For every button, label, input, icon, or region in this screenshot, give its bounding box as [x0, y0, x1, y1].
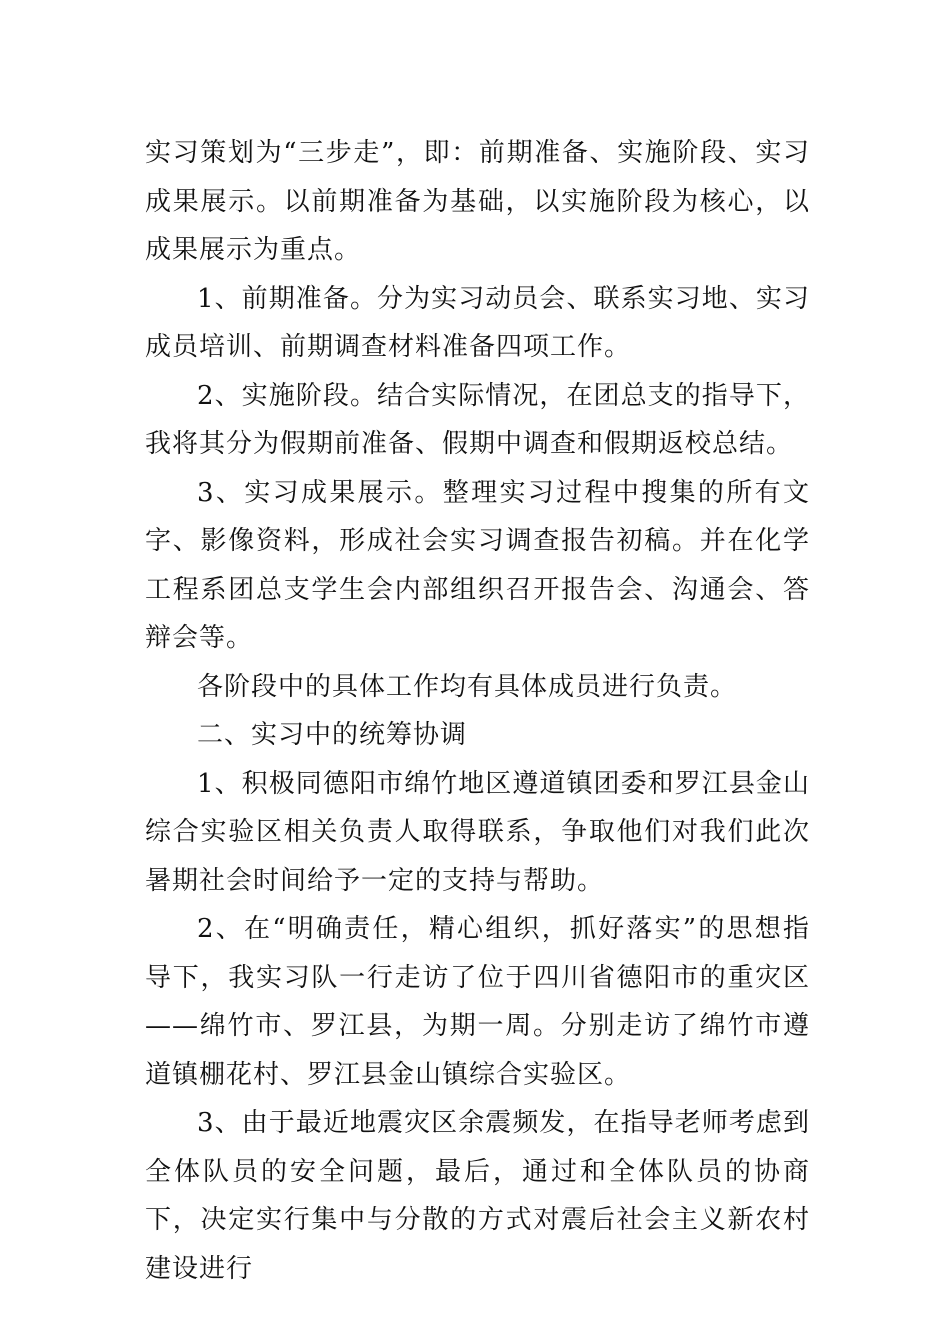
paragraph-safety: 3、由于最近地震灾区余震频发，在指导老师考虑到全体队员的安全问题，最后，通过和全体队员的协商下，决定实行集中与分散的方式对震后社会主义新农村建设进行	[145, 1108, 810, 1284]
document-body	[145, 129, 810, 1293]
section-heading-coordination: 二、实习中的统筹协调	[197, 720, 468, 750]
paragraph-preparation: 1、前期准备。分为实习动员会、联系实习地、实习成员培训、前期调查材料准备四项工作。	[145, 283, 810, 362]
paragraph-plan-overview: 实习策划为“三步走”，即：前期准备、实施阶段、实习成果展示。以前期准备为基础，以实施阶段为核心，以成果展示为重点。	[145, 138, 810, 265]
paragraph-responsibility: 各阶段中的具体工作均有具体成员进行负责。	[197, 671, 738, 702]
paragraph-contact: 1、积极同德阳市绵竹地区遵道镇团委和罗江县金山综合实验区相关负责人取得联系，争取他们对我们此次暑期社会时间给予一定的支持与帮助。	[145, 768, 810, 896]
paragraph-results-display: 3、实习成果展示。整理实习过程中搜集的所有文字、影像资料，形成社会实习调查报告初稿。并在化学工程系团总支学生会内部组织召开报告会、沟通会、答辩会等。	[145, 477, 810, 653]
paragraph-implementation: 2、实施阶段。结合实际情况，在团总支的指导下，我将其分为假期前准备、假期中调查和假期返校总结。	[145, 380, 810, 459]
paragraph-visit: 2、在“明确责任，精心组织，抓好落实”的思想指导下，我实习队一行走访了位于四川省德阳市的重灾区——绵竹市、罗江县，为期一周。分别走访了绵竹市遵道镇棚花村、罗江县金山镇综合实验区。	[145, 914, 810, 1090]
